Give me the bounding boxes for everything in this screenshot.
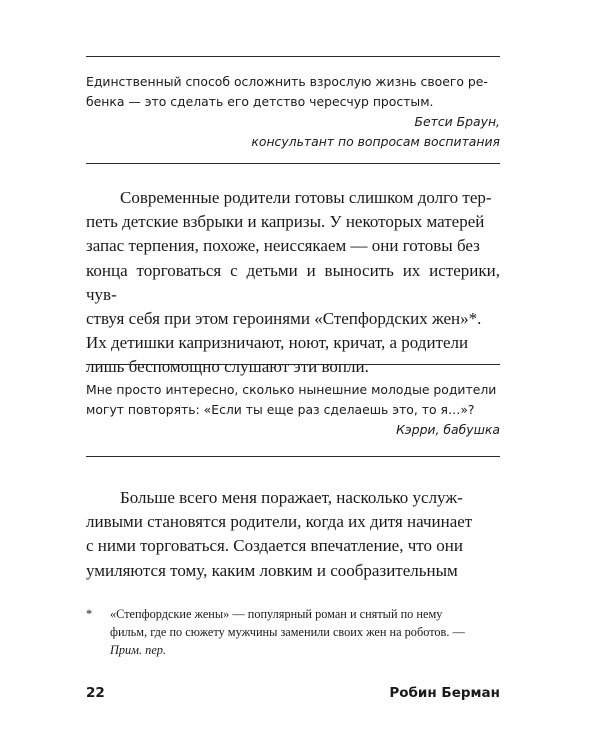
paragraph-line: ливыми становятся родители, когда их дитя начинает [86, 512, 473, 532]
quote-bottom-rule [86, 456, 500, 457]
epigraph-line: Единственный способ осложнить взрослую жизнь своего ре- [86, 74, 488, 89]
page-number: 22 [86, 685, 105, 701]
epigraph-author-role: консультант по вопросам воспитания [251, 134, 500, 149]
epigraph-quote [86, 72, 500, 152]
paragraph-line: Их детишки капризничают, ноют, кричат, а родители [86, 333, 469, 353]
paragraph-line: умиляются тому, каким ловким и сообразительным [86, 560, 458, 580]
footnote-translator-note: Прим. пер. [110, 643, 167, 657]
paragraph-line: с ними торговаться. Создается впечатление, что они [86, 536, 463, 556]
epigraph-author: Бетси Браун, [414, 114, 500, 129]
epigraph-top-rule [86, 56, 500, 57]
quote-line: Мне просто интересно, сколько нынешние молодые родители [86, 382, 497, 397]
quote-author: Кэрри, бабушка [396, 422, 500, 437]
epigraph-line: бенка — это сделать его детство чересчур простым. [86, 94, 434, 109]
footnote-line: «Степфордские жены» — популярный роман и снятый по нему [110, 607, 443, 621]
paragraph-line: лишь беспомощно слушают эти вопли. [86, 357, 369, 377]
paragraph-line: Современные родители готовы слишком долго тер- [120, 188, 492, 207]
footnote-line: фильм, где по сюжету мужчины заменили своих жен на роботов. — [110, 625, 465, 639]
paragraph-line: петь детские взбрыки и капризы. У некоторых матерей [86, 212, 485, 232]
grandmother-quote [86, 380, 500, 440]
paragraph-line: запас терпения, похоже, неиссякаем — они готовы без [86, 236, 480, 256]
body-paragraph [86, 186, 500, 380]
epigraph-bottom-rule [86, 163, 500, 164]
paragraph-line: ствуя себя при этом героинями «Степфордских жен»*. [86, 309, 482, 329]
running-author: Робин Берман [389, 685, 500, 701]
footnote [86, 605, 500, 659]
quote-line: могут повторять: «Если ты еще раз сделаешь это, то я…»? [86, 402, 475, 417]
body-paragraph [86, 486, 500, 583]
paragraph-line: Больше всего меня поражает, насколько услуж- [120, 488, 463, 507]
quote-top-rule [86, 364, 500, 365]
footnote-mark: * [86, 607, 93, 621]
paragraph-line: конца торговаться с детьми и выносить их истерики, чув- [86, 260, 500, 304]
